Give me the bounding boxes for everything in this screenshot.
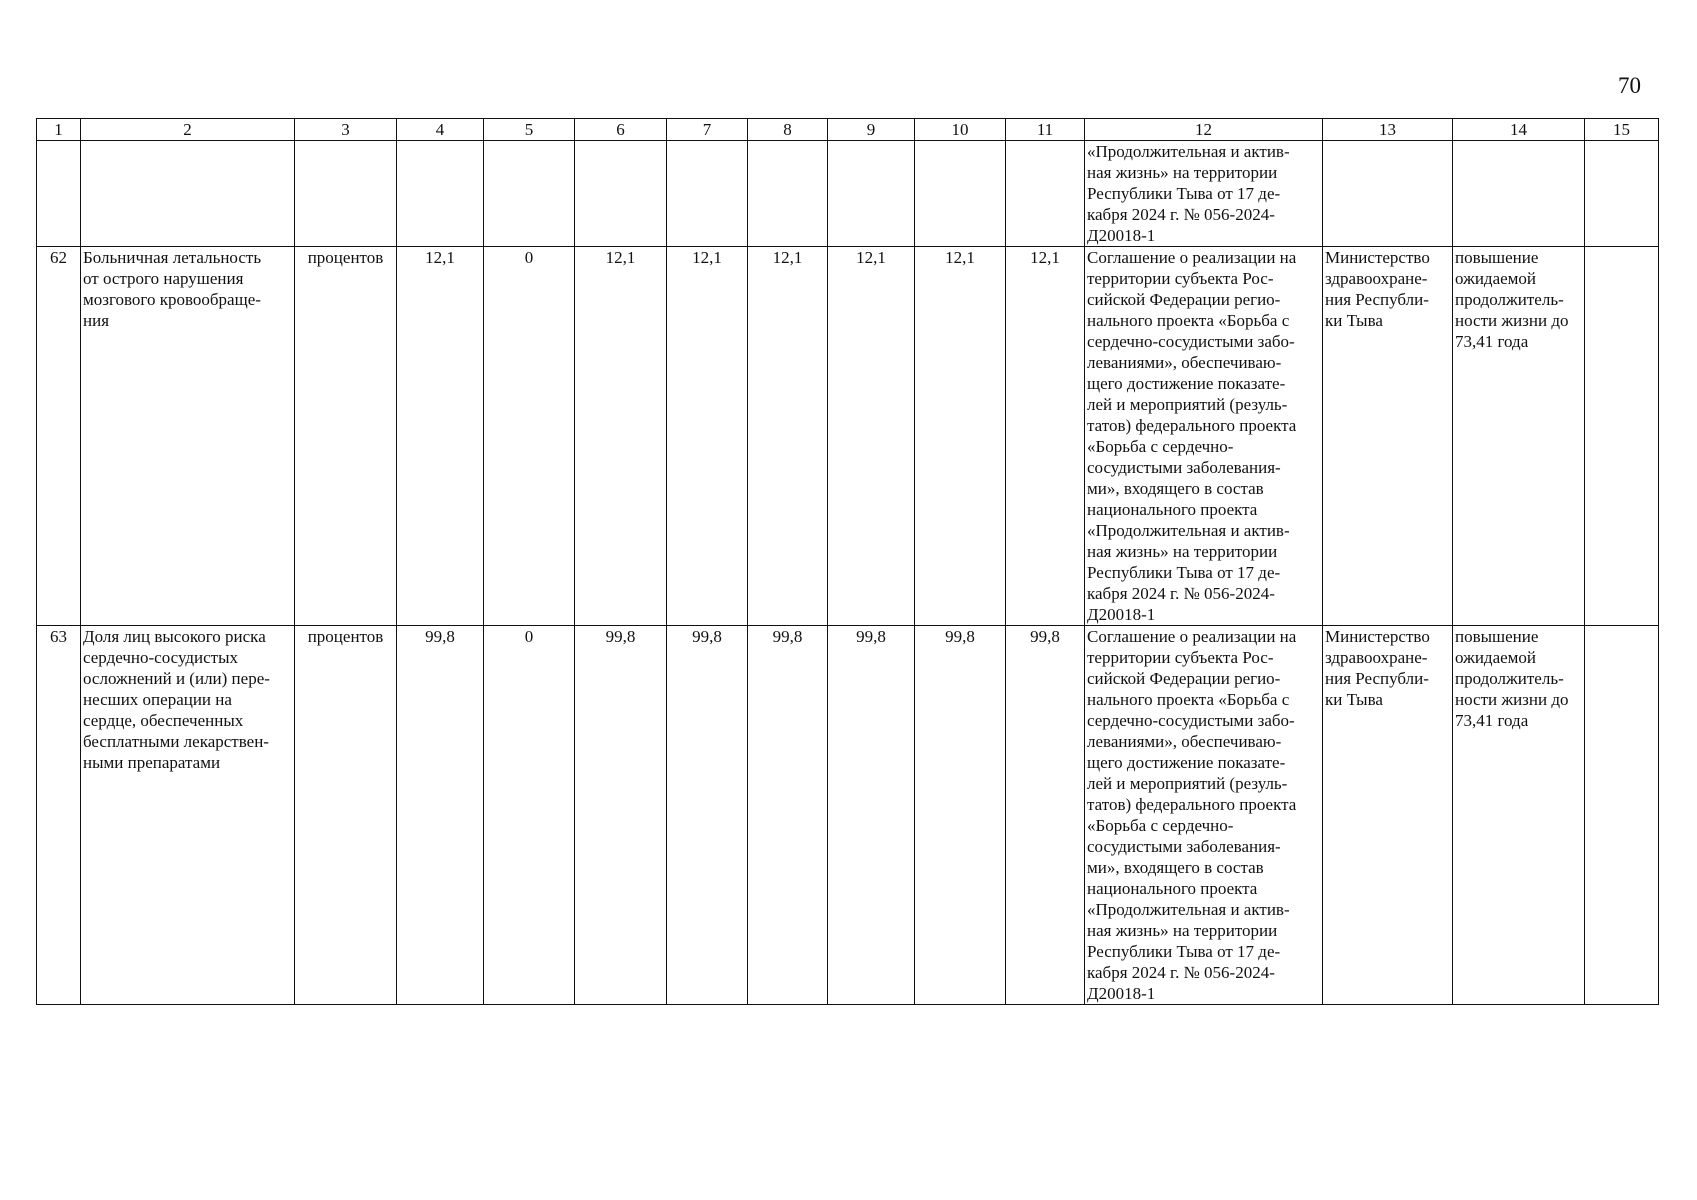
table-cell <box>1453 141 1585 247</box>
value-cell: 0 <box>484 247 575 626</box>
header-cell: 8 <box>748 119 828 141</box>
value-cell: 99,8 <box>915 626 1006 1005</box>
goal-cell: повышение ожидаемой продолжитель- ности жизни до 73,41 года <box>1453 626 1585 1005</box>
header-cell: 7 <box>667 119 748 141</box>
table-cell <box>37 141 81 247</box>
table-cell <box>1585 626 1659 1005</box>
basis-document-cell: Соглашение о реализации на территории субъекта Рос- сийской Федерации регио- нального проекта «Борьба с сердечно-сосудистыми забо- леваниями», обеспечиваю- щего достижение показате- лей и мероприятий (резуль- татов) федерального проекта «Борьба с сердечно- сосудистыми заболевания- ми», входящего в состав национального проекта «Продолжительная и актив- ная жизнь» на территории Республики Тыва от 17 де- кабря 2024 г. № 056-2024- Д20018-1 <box>1085 626 1323 1005</box>
header-cell: 12 <box>1085 119 1323 141</box>
table-row <box>37 247 1659 626</box>
table-cell <box>575 141 667 247</box>
header-cell: 5 <box>484 119 575 141</box>
header-cell: 3 <box>295 119 397 141</box>
table-cell <box>828 141 915 247</box>
value-cell: 12,1 <box>748 247 828 626</box>
row-number: 63 <box>37 626 81 1005</box>
table-cell <box>1006 141 1085 247</box>
value-cell: 99,8 <box>575 626 667 1005</box>
table-cell <box>748 141 828 247</box>
header-cell: 13 <box>1323 119 1453 141</box>
table-cell <box>81 141 295 247</box>
goal-cell: повышение ожидаемой продолжитель- ности жизни до 73,41 года <box>1453 247 1585 626</box>
header-cell: 14 <box>1453 119 1585 141</box>
table-cell <box>1585 141 1659 247</box>
indicators-table <box>36 118 1659 1005</box>
unit-cell: процентов <box>295 626 397 1005</box>
table-cell <box>1323 141 1453 247</box>
table-cell <box>295 141 397 247</box>
indicator-name: Больничная летальность от острого нарушения мозгового кровообраще- ния <box>81 247 295 626</box>
page-number: 70 <box>1618 73 1641 98</box>
header-cell: 9 <box>828 119 915 141</box>
value-cell: 12,1 <box>915 247 1006 626</box>
value-cell: 12,1 <box>397 247 484 626</box>
value-cell: 12,1 <box>575 247 667 626</box>
value-cell: 99,8 <box>828 626 915 1005</box>
value-cell: 12,1 <box>1006 247 1085 626</box>
basis-document-cell: Соглашение о реализации на территории субъекта Рос- сийской Федерации регио- нального проекта «Борьба с сердечно-сосудистыми забо- леваниями», обеспечиваю- щего достижение показате- лей и мероприятий (резуль- татов) федерального проекта «Борьба с сердечно- сосудистыми заболевания- ми», входящего в состав национального проекта «Продолжительная и актив- ная жизнь» на территории Республики Тыва от 17 де- кабря 2024 г. № 056-2024- Д20018-1 <box>1085 247 1323 626</box>
value-cell: 99,8 <box>748 626 828 1005</box>
table-cell <box>1585 247 1659 626</box>
responsible-cell: Министерство здравоохране- ния Республи- ки Тыва <box>1323 247 1453 626</box>
responsible-cell: Министерство здравоохране- ния Республи- ки Тыва <box>1323 626 1453 1005</box>
row-number: 62 <box>37 247 81 626</box>
basis-document-cell: «Продолжительная и актив- ная жизнь» на территории Республики Тыва от 17 де- кабря 2024 г. № 056-2024- Д20018-1 <box>1085 141 1323 247</box>
table-cell <box>667 141 748 247</box>
value-cell: 99,8 <box>667 626 748 1005</box>
header-cell: 6 <box>575 119 667 141</box>
table-cell <box>915 141 1006 247</box>
header-cell: 10 <box>915 119 1006 141</box>
table-row <box>37 626 1659 1005</box>
value-cell: 0 <box>484 626 575 1005</box>
unit-cell: процентов <box>295 247 397 626</box>
header-cell: 2 <box>81 119 295 141</box>
header-row <box>37 119 1659 141</box>
table-cell <box>397 141 484 247</box>
header-cell: 4 <box>397 119 484 141</box>
value-cell: 12,1 <box>667 247 748 626</box>
value-cell: 12,1 <box>828 247 915 626</box>
header-cell: 11 <box>1006 119 1085 141</box>
table-cell <box>484 141 575 247</box>
header-cell: 15 <box>1585 119 1659 141</box>
indicator-name: Доля лиц высокого риска сердечно-сосудистых осложнений и (или) пере- несших операции на сердце, обеспеченных бесплатными лекарствен- ными препаратами <box>81 626 295 1005</box>
value-cell: 99,8 <box>1006 626 1085 1005</box>
table-row-continuation <box>37 141 1659 247</box>
header-cell: 1 <box>37 119 81 141</box>
value-cell: 99,8 <box>397 626 484 1005</box>
